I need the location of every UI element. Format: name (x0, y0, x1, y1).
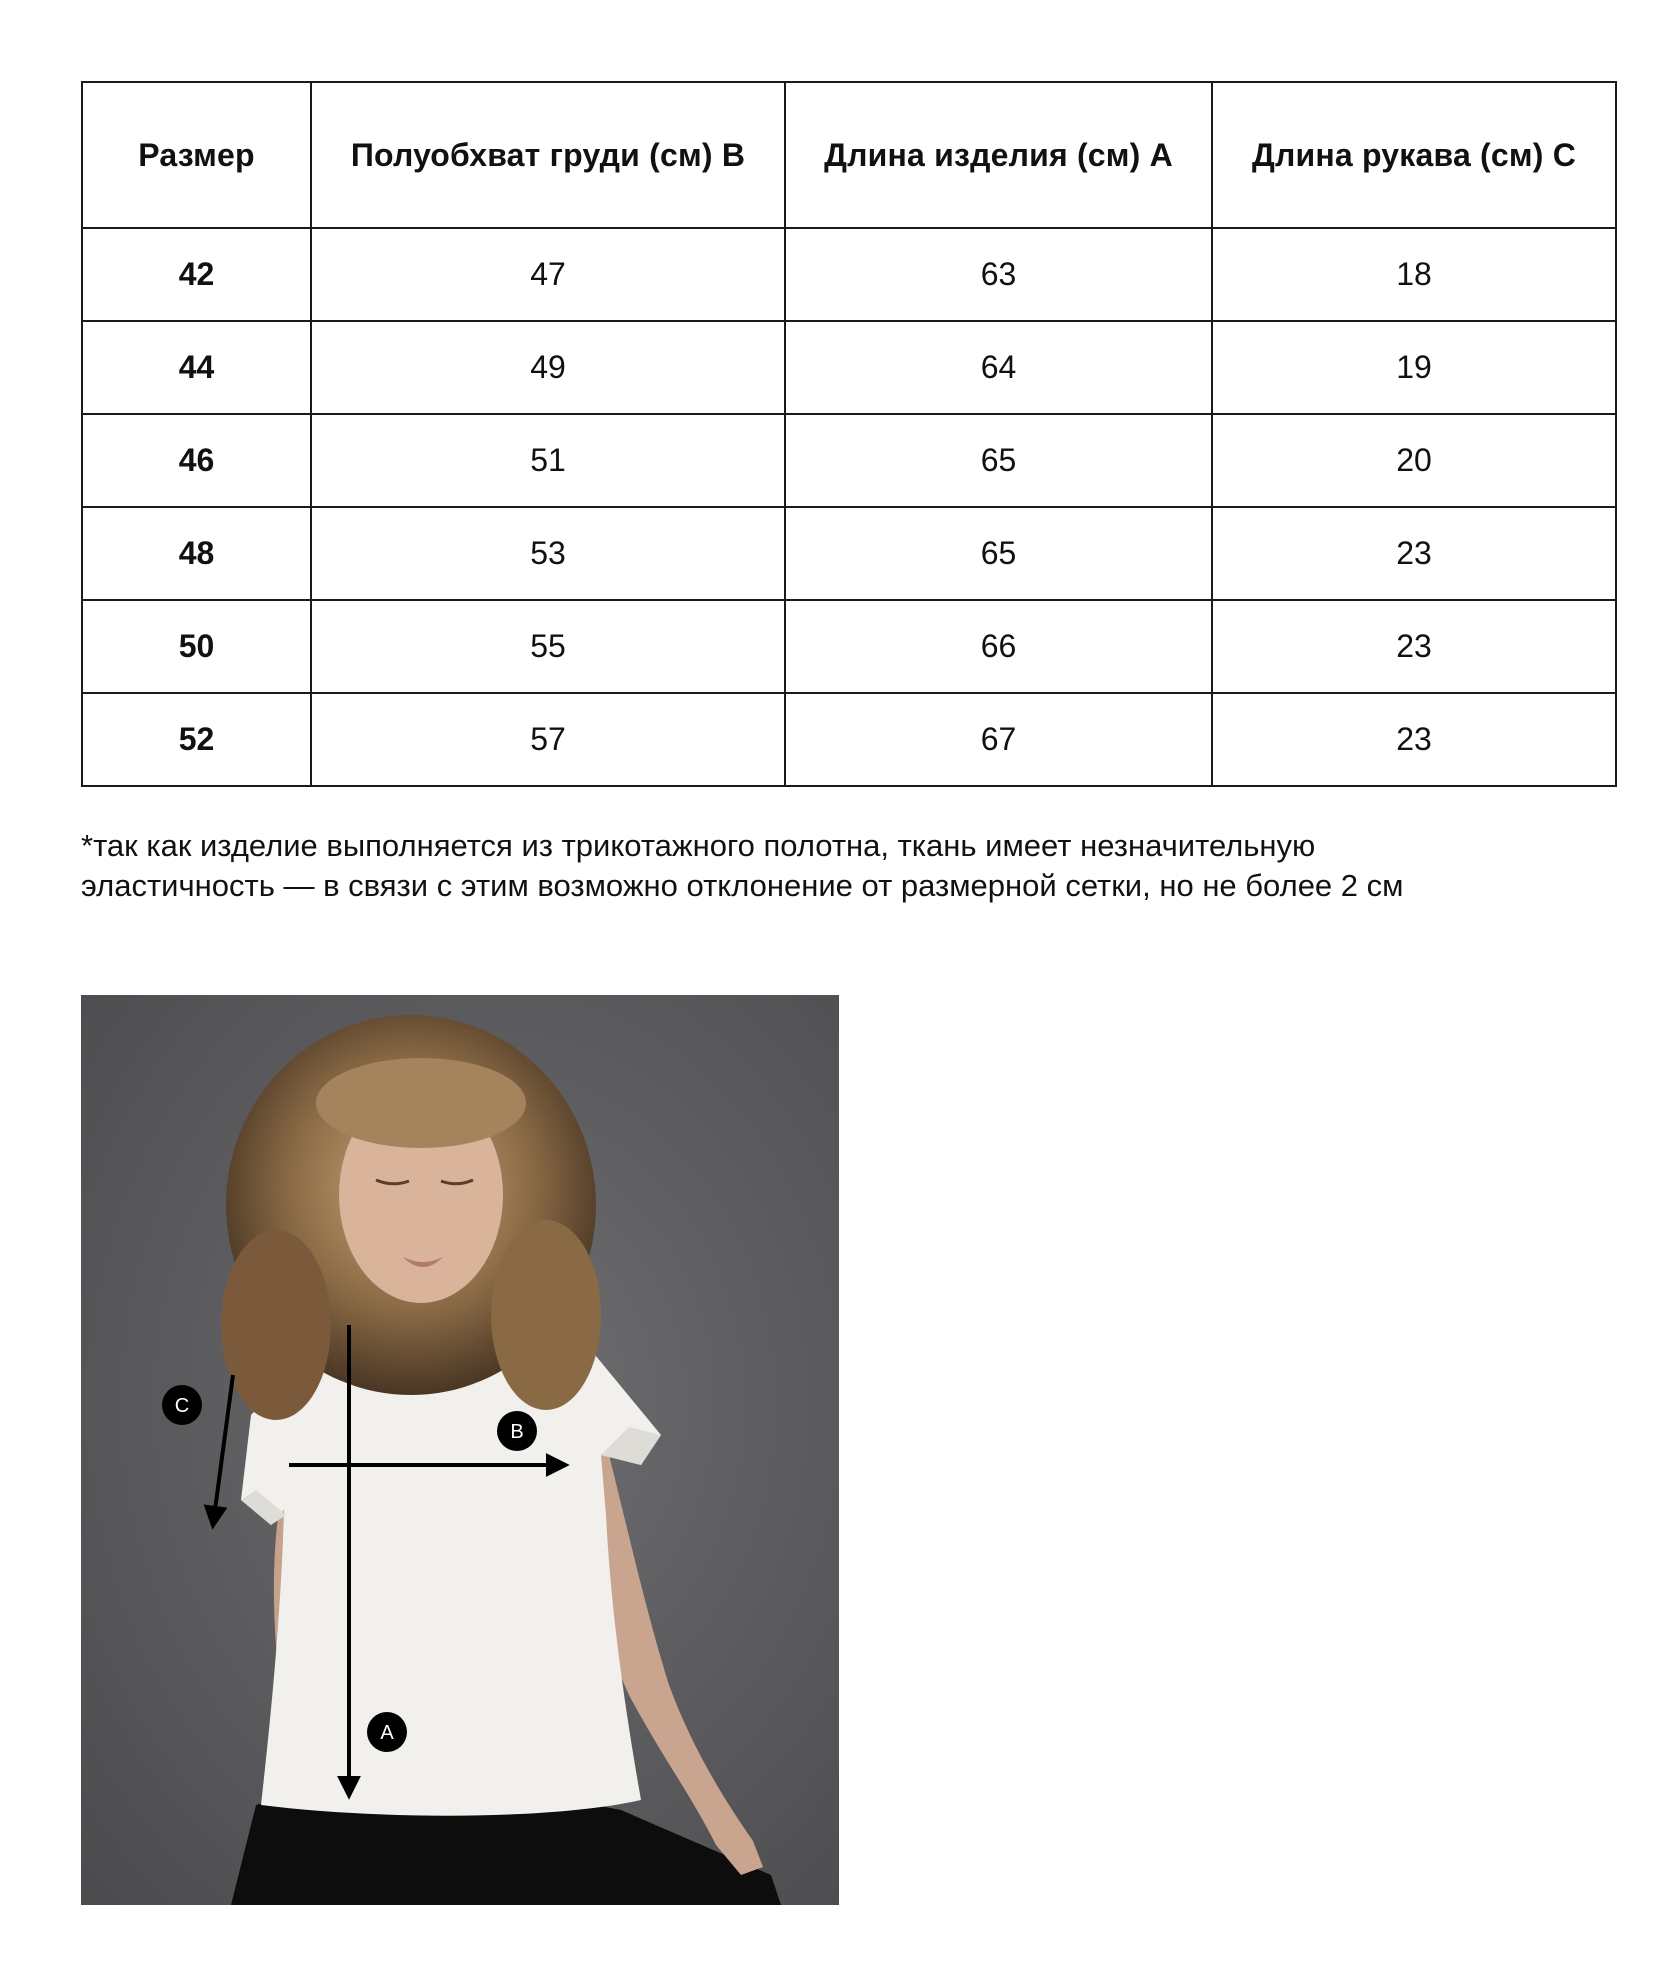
size-cell: 50 (82, 600, 311, 693)
sleeve-cell: 18 (1212, 228, 1616, 321)
sleeve-cell: 23 (1212, 693, 1616, 786)
hair-curls-left (221, 1230, 331, 1420)
table-header-row (82, 82, 1616, 228)
note-line-1: *так как изделие выполняется из трикотажного полотна, ткань имеет незначительную (81, 828, 1316, 863)
length-cell: 65 (785, 414, 1212, 507)
sleeve-cell: 20 (1212, 414, 1616, 507)
measure-line-c (213, 1375, 233, 1525)
size-cell: 48 (82, 507, 311, 600)
table-row (82, 228, 1616, 321)
chest-cell: 57 (311, 693, 785, 786)
table-row (82, 414, 1616, 507)
length-cell: 67 (785, 693, 1212, 786)
size-cell: 44 (82, 321, 311, 414)
sleeve-cell: 19 (1212, 321, 1616, 414)
badge-a (367, 1712, 407, 1752)
table-row (82, 693, 1616, 786)
badge-c (162, 1385, 202, 1425)
table-row (82, 600, 1616, 693)
length-cell: 63 (785, 228, 1212, 321)
badge-c-label: C (174, 1395, 190, 1417)
sleeve-cell: 23 (1212, 507, 1616, 600)
size-cell: 42 (82, 228, 311, 321)
length-cell: 64 (785, 321, 1212, 414)
length-cell: 65 (785, 507, 1212, 600)
header-length: Длина изделия (см) A (785, 82, 1212, 228)
header-chest: Полуобхват груди (см) B (311, 82, 785, 228)
badge-b-label: B (510, 1421, 524, 1443)
chest-cell: 51 (311, 414, 785, 507)
hair-fringe (316, 1058, 526, 1148)
size-chart-table (81, 81, 1617, 787)
badge-b (497, 1411, 537, 1451)
note-line-2: эластичность — в связи с этим возможно отклонение от размерной сетки, но не более 2 см (81, 868, 1404, 903)
chest-cell: 49 (311, 321, 785, 414)
size-cell: 46 (82, 414, 311, 507)
sleeve-cell: 23 (1212, 600, 1616, 693)
header-size: Размер (82, 82, 311, 228)
size-cell: 52 (82, 693, 311, 786)
size-deviation-note (81, 826, 1621, 906)
table-row (82, 507, 1616, 600)
measurement-diagram-photo (81, 995, 839, 1905)
chest-cell: 47 (311, 228, 785, 321)
badge-a-label: A (380, 1722, 394, 1744)
chest-cell: 53 (311, 507, 785, 600)
table-row (82, 321, 1616, 414)
hair-curls-right (491, 1220, 601, 1410)
chest-cell: 55 (311, 600, 785, 693)
length-cell: 66 (785, 600, 1212, 693)
header-sleeve: Длина рукава (см) C (1212, 82, 1616, 228)
